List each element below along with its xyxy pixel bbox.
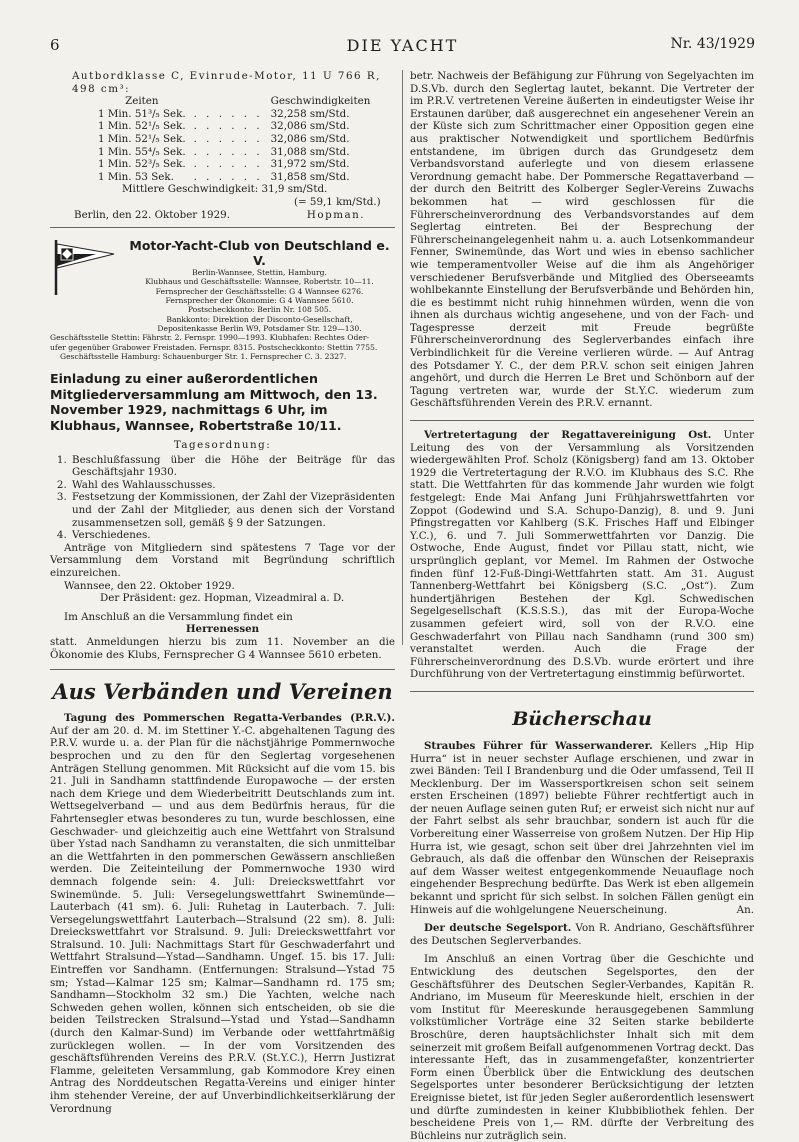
- col-header-zeiten: Zeiten: [125, 95, 159, 108]
- wannsee-date: Wannsee, den 22. Oktober 1929.: [64, 579, 235, 592]
- segelsport-review-head: [410, 922, 754, 947]
- dots-cell: . . . . . .: [193, 145, 263, 158]
- antraege-text: Anträge von Mitgliedern sind spätestens 7 Tage vor der Versammlung dem Vorstand mit Begründung schriftlich einzureichen.: [50, 541, 395, 580]
- club-info-line: Postscheckkonto: Berlin Nr. 108 505.: [187, 305, 332, 315]
- class-line: Autbordklasse C, Evinrude-Motor, 11 U 766 R, 498 cm³:: [72, 70, 381, 95]
- dots-cell: . . . . . .: [193, 120, 263, 133]
- club-wide-line: Geschäftsstelle Hamburg: Schauenburger Str. 1. Fernsprecher C. 3. 2327.: [60, 351, 347, 361]
- straube-text: Kellers „Hip Hip Hurra“ ist in neuer sechster Auflage erschienen, und zwar in zwei Bänden: Teil I Brandenburg und die Oder umfassend, Teil II Mecklenburg. Der im Wassersportkreisen schon seit seinem ersten Erscheinen (1897) beliebte Führer rechtfertigt auch in der neuen Auflage seinen guten Ruf; er erweist sich nicht nur auf der Fahrt selbst als sehr brauchbar, sondern ist auch für die Vorbereitung einer Wasserreise von großem Nutzen. Der Hip Hip Hurra ist, wie gesagt, schon seit über drei Jahrzehnten viel im Gebrauch, als daß die offenbar den Wünschen der Reisepraxis auf dem Wasser weitest entgegenkommende Neuauflage noch eingehender Besprechung bedürfte. Das Werk ist eben allgemein bekannt und spricht für sich selbst. In solchen Fällen genügt ein Hinweis auf die wohlgelungene Neuerscheinung.: [410, 739, 754, 916]
- club-info-line: Klubhaus und Geschäftsstelle: Wannsee, Robertstr. 10—11.: [145, 277, 374, 287]
- mean-value: 31,9: [261, 183, 285, 196]
- anmeldung-text: statt. Anmeldungen hierzu bis zum 11. November an die Ökonomie des Klubs, Fernsprecher G 4 Wannsee 5610 erbeten.: [50, 636, 395, 661]
- speed-cell: 31,858 sm/Std.: [270, 170, 350, 183]
- tagung-text: Auf der am 20. d. M. im Stettiner Y.-C. abgehaltenen Tagung des P.R.V. wurde u. a. der Plan für die nächstjährige Pommernwoche besprochen und zu den für den Seglertag vorgesehenen Anträgen Stellung genommen. Mit Rücksicht auf die vom 15. bis 21. Juli in Sandhamn stattfindende Europawoche — der ersten nach dem Kriege und dem Wiederbeitritt Deutschlands zum int. Wettsegelverband — und aus dem Bedürfnis heraus, für die Fahrtensegler etwas besonderes zu tun, wurde beschlossen, eine Geschwader- und gleichzeitig auch eine Wettfahrt von Stralsund über Ystad nach Sandhamn zu veranstalten, die sich unmittelbar an die Wettfahrten in den pommerschen Gewässern anschließen werden. Die Zeiteinteilung der Pommernwoche 1930 wird demnach folgende sein: 4. Juli: Dreieckswettfahrt vor Swinemünde. 5. Juli: Versegelungswettfahrt Swinemünde—Lauterbach (41 sm). 6. Juli: Ruhetag in Lauterbach. 7. Juli: Versegelungswettfahrt Lauterbach—Stralsund (22 sm). 8. Juli: Dreieckswettfahrt vor Stralsund. 9. Juli: Dreieckswettfahrt vor Stralsund. 10. Juli: Nachmittags Start für Geschwaderfahrt und Wettfahrt Stralsund—Ystad—Sandhamn. Ungef. 15. bis 17. Juli: Eintreffen vor Sandhamn. (Entfernungen: Stralsund—Ystad 75 sm; Ystad—Kalmar 125 sm; Kalmar—Sandhamn rd. 175 sm; Sandhamn—Stockholm 32 sm.) Die Yachten, welche nach Schweden gehen wollen, können sich entscheiden, ob sie die beiden Teilstrecken Stralsund—Ystad und Ystad—Sandhamn (durch den Kalmar-Sund) im Verbande oder wettfahrtmäßig zurücklegen wollen. — In der vom Vorsitzenden des geschäftsführenden Vereins des P.R.V. (St.Y.C.), Herrn Justizrat Flamme, geleiteten Versammlung, gab Kommodore Krey einen Antrag des Norddeutschen Regatta-Vereins und einiger hinter ihm stehender Vereine, der auf Unverbindlichkeitserklärung der Verordnung: [50, 724, 395, 1115]
- club-wide-line: ufer gegenüber Grabower Freistaden. Fernspr. 8315. Postscheckkonto: Stettin 7755.: [50, 342, 378, 352]
- segelsport-author: Von R. Andriano, Geschäftsführer des Deutschen Seglerverbandes.: [410, 922, 754, 947]
- table-row: [94, 171, 374, 184]
- mean-speed: [50, 183, 395, 208]
- herrenessen-label: Herrenessen: [185, 623, 260, 636]
- mean-unit: sm/Std.: [287, 183, 328, 196]
- speed-cell: 32,258 sm/Std.: [270, 107, 350, 120]
- divider: [50, 227, 395, 228]
- club-info-line: Depositenkasse Berlin W9, Potsdamer Str. 129—130.: [157, 323, 362, 333]
- president-line: Der Präsident: gez. Hopman, Vizeadmiral a. D.: [100, 592, 345, 605]
- zeit-cell: 1 Min. 51³/₅ Sek.: [98, 107, 186, 120]
- agenda-title: Tagesordnung:: [173, 439, 272, 452]
- speed-cell: 31,088 sm/Std.: [270, 145, 350, 158]
- dots-cell: . . . . . .: [193, 107, 263, 120]
- continued-text: betr. Nachweis der Befähigung zur Führung von Segelyachten im D.S.Vb. durch den Seglertag lautet, bekannt. Die Vertreter der im P.R.V. vertretenen Vereine äußerten in eindeutigster Weise ihr Erstaunen darüber, daß ausgerechnet ein angesehener Verein an der Küste sich zum Schrittmacher einer Opposition gegen eine aus praktischer Notwendigkeit und sportlichem Bedürfnis entstandene, im übrigen durch das Grundgesetz dem Verbandsvorstand auferlegte und von diesem erlassene Verordnung gemacht habe. Der Pommersche Regattaverband — der durch den Beitritt des Kolberger Segler-Vereins Zuwachs bekommen hat — wird geschlossen für die Führerscheinverordnung des Verbandsvorstandes auf dem Seglertag eintreten. Bei der Besprechung der Führerscheinangelegenheit nahm u. a. auch Lotsenkommandeur Fenner, Swinemünde, das Wort und wies in ebenso sachlicher wie temperamentvoller Weise auf die ihm als Angehöriger verschiedener Berufsverbände und Mitglied des Oberseeamts wohlbekannte Einstellung der Berufsverbände und Behörden hin, die es bestimmt nicht ruhig hinnehmen würden, wenn die von ihnen als durchaus wichtig angesehene, und von der Fach- und Tagespresse derzeit mit Freude begrüßte Führerscheinverordnung des Seglerverbandes einfach ihre Verbindlichkeit für die Vereine verlieren würde. — Auf Antrag des Potsdamer Y. C., der dem P.R.V. schon seit einigen Jahren angehört, und durch die Herren Le Bret und Schönborn auf der Tagung vertreten war, wurde der St.Y.C. wiederum zum Geschäftsführenden Verein des P.R.V. ernannt.: [410, 70, 754, 410]
- divider: [410, 420, 754, 421]
- club-pennant-icon: [50, 238, 116, 296]
- zeit-cell: 1 Min. 52³/₅ Sek.: [98, 158, 186, 171]
- divider: [50, 669, 395, 670]
- issue-number: Nr. 43/1929: [670, 36, 755, 52]
- club-info-line: Berlin-Wannsee, Stettin, Hamburg.: [192, 268, 327, 278]
- signer: Hopman.: [306, 208, 365, 221]
- col-header-geschwindigkeiten: Geschwindigkeiten: [270, 95, 371, 108]
- table-row: [94, 120, 374, 133]
- place-date: Berlin, den 22. Oktober 1929.: [74, 208, 230, 221]
- table-row: [94, 146, 374, 159]
- tagung-title: Tagung des Pommerschen Regatta-Verbandes (P.R.V.).: [64, 712, 395, 725]
- zeit-cell: 1 Min. 52¹/₅ Sek.: [98, 120, 186, 133]
- signature-line: [50, 209, 395, 222]
- segelsport-title: Der deutsche Segelsport.: [424, 922, 572, 935]
- ost-text: Unter Leitung des von der Versammlung als Vorsitzenden wiedergewählten Prof. Scholz (Königsberg) fand am 13. Oktober 1929 die Vertretertagung der R.V.O. im Klubhaus des S.C. Rhe statt. Die Wettfahrten für das kommende Jahr wurden wie folgt festgelegt: Ende Mai Anfang Juni Frühjahrswettfahrten vor Zoppot (Godewind und S.A. Schupo-Danzig), 8. und 9. Juni Pfingstregatten vor Kahlberg (S.K. Frisches Haff und Elbinger Y.C.), 6. und 7. Juli Sommerwettfahrten vor Danzig. Die Ostwoche, Ende August, findet vor Pillau statt, nicht, wie ursprünglich geplant, vor Memel. Im Rahmen der Ostwoche finden fünf 12-Fuß-Dingi-Wettfahrten statt. Am 31. August Tannenberg-Wettfahrt bei Königsberg (S.C. „Ost“). Zum hundertjährigen Bestehen der Kgl. Schwedischen Segelgesellschaft (K.S.S.S.), das mit der Europa-Woche zusammen gefeiert wird, soll von der R.V.O. eine Geschwaderfahrt von Pillau nach Sandhamn (rund 300 sm) veranstaltet werden. Auch die Frage der Führerscheinverordnung des D.S.Vb. wurde erörtert und ihre Durchführung von der Vertretertagung einstimmig befürwortet.: [410, 429, 754, 681]
- club-info: [124, 238, 395, 333]
- tagung-article: [50, 712, 395, 1115]
- agenda-item: 3. Festsetzung der Kommissionen, der Zahl der Vizepräsidenten und der Zahl der Mitglieder, aus denen sich der Vorstand zusammensetzen soll, gemäß § 9 der Satzungen.: [70, 491, 395, 529]
- table-row: [94, 158, 374, 171]
- club-announcement: [50, 238, 395, 333]
- mean-value-kmh: (= 59,1: [294, 195, 333, 208]
- club-info-line: Fernsprecher der Ökonomie: G 4 Wannsee 5610.: [165, 296, 354, 306]
- book-section-title: Bücherschau: [512, 707, 652, 730]
- anschluss-line: Im Anschluß an die Versammlung findet ein: [64, 610, 293, 623]
- straube-review: [410, 740, 754, 916]
- left-column: [50, 70, 395, 1115]
- zeit-cell: 1 Min. 52¹/₅ Sek.: [98, 132, 186, 145]
- table-row: [94, 108, 374, 121]
- page-header: [50, 36, 755, 58]
- dots-cell: . . . . . .: [193, 158, 263, 171]
- ost-title: Vertretertagung der Regattavereinigung Ost.: [424, 429, 712, 442]
- club-wide-info: [50, 333, 395, 361]
- table-row: [94, 133, 374, 146]
- dots-cell: . . . . . .: [193, 170, 263, 183]
- agenda-item: 1. Beschlußfassung über die Höhe der Beiträge für das Geschäftsjahr 1930.: [70, 454, 395, 479]
- agenda-item: 4. Verschiedenes.: [70, 529, 395, 542]
- agenda-item: 2. Wahl des Wahlausschusses.: [70, 479, 395, 492]
- speed-cell: 31,972 sm/Std.: [270, 158, 350, 171]
- zeit-cell: 1 Min. 53 Sek.: [98, 170, 174, 183]
- segelsport-text: Im Anschluß an einen Vortrag über die Geschichte und Entwicklung des deutschen Segelsportes, den der Geschäftsführer des Deutschen Segler-Verbandes, Kapitän R. Andriano, im Museum für Meereskunde hielt, erschien in der vom Institut für Meereskunde herausgegebenen Sammlung volkstümlicher Vorträge eine 32 Seiten starke bebilderte Broschüre, deren hauptsächlichster Inhalt sich mit dem seinerzeit mit großem Beifall aufgenommenen Vortrag deckt. Das interessante Heft, das in zusammengefaßter, konzentrierter Form einen Überblick über die Entwicklung des deutschen Segelsportes unter besonderer Berücksichtigung der letzten Ereignisse bietet, ist für jeden Segler außerordentlich lesenswert und dürfte zumindesten in keiner Klubbibliothek fehlen. Der bescheidene Preis von 1,— RM. dürfte der Verbreitung des Büchleins nur zuträglich sein.: [410, 953, 754, 1142]
- straube-title: Straubes Führer für Wasserwanderer.: [424, 739, 653, 752]
- column-divider: [402, 70, 403, 645]
- agenda-list: [50, 454, 395, 542]
- mean-unit-kmh: km/Std.): [336, 195, 381, 208]
- speed-cell: 32,086 sm/Std.: [270, 120, 350, 133]
- club-wide-line: Geschäftsstelle Stettin: Fährstr. 2. Fernspr. 1990—1993. Klubhafen: Rechtes Oder-: [50, 333, 370, 343]
- invitation-heading: Einladung zu einer außerordentlichen Mitgliederversammlung am Mittwoch, den 13. November 1929, nachmittags 6 Uhr, im Klubhaus, Wannsee, Robertstraße 10/11.: [50, 371, 378, 433]
- zeit-cell: 1 Min. 55⁴/₅ Sek.: [98, 145, 186, 158]
- divider: [410, 691, 754, 692]
- publication-title: DIE YACHT: [346, 36, 459, 55]
- speed-cell: 32,086 sm/Std.: [270, 132, 350, 145]
- right-column: [410, 70, 754, 1142]
- dots-cell: . . . . . .: [193, 132, 263, 145]
- speed-table: [94, 95, 374, 183]
- speed-table-header: [94, 95, 374, 108]
- club-info-line: Fernsprecher der Geschäftsstelle: G 4 Wannsee 6276.: [155, 286, 364, 296]
- ost-article: [410, 429, 754, 681]
- club-name: Motor-Yacht-Club von Deutschland e. V.: [129, 238, 390, 269]
- page-number: 6: [50, 36, 60, 54]
- straube-signature: An.: [736, 903, 754, 916]
- mean-label: Mittlere Geschwindigkeit:: [122, 183, 259, 196]
- club-info-line: Bankkonto: Direktion der Disconto-Gesellschaft,: [166, 314, 353, 324]
- section-title: Aus Verbänden und Vereinen: [52, 679, 393, 705]
